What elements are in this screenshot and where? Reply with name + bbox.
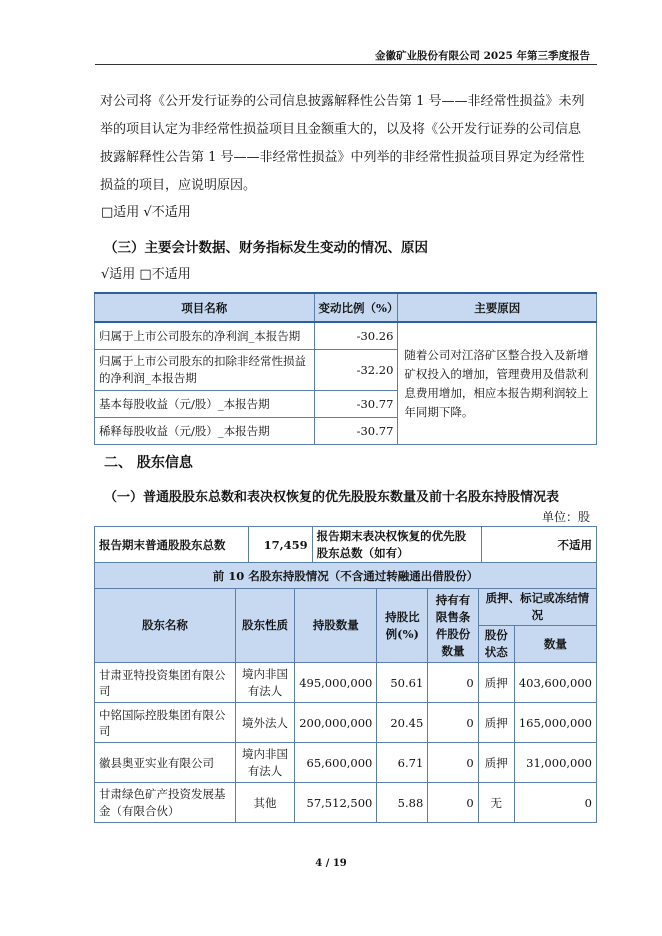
restricted-shares: 0 bbox=[428, 743, 478, 783]
change-pct: -32.20 bbox=[314, 350, 398, 391]
restricted-shares: 0 bbox=[428, 703, 478, 743]
pledge-status: 无 bbox=[478, 783, 514, 823]
restricted-shares: 0 bbox=[428, 663, 478, 703]
applicability-option: □适用 √不适用 bbox=[101, 205, 191, 220]
shareholder-name: 甘肃绿色矿产投资发展基金（有限合伙） bbox=[95, 783, 236, 823]
column-header: 持有有限售条件股份数量 bbox=[428, 589, 478, 663]
column-header: 股份状态 bbox=[478, 626, 514, 663]
shareholder-summary-table bbox=[94, 526, 597, 564]
page-number: 4 / 19 bbox=[315, 858, 347, 869]
share-ratio: 20.45 bbox=[377, 703, 428, 743]
summary-label: 报告期末普通股股东总数 bbox=[95, 527, 249, 564]
table-band-title: 前 10 名股东持股情况（不含通过转融通出借股份） bbox=[95, 563, 597, 589]
intro-line: 损益的项目，应说明原因。 bbox=[100, 178, 257, 193]
column-header: 股东名称 bbox=[95, 589, 236, 663]
table-row bbox=[95, 663, 597, 703]
column-header: 主要原因 bbox=[398, 293, 597, 322]
unit-label: 单位：股 bbox=[541, 510, 590, 524]
pledge-status: 质押 bbox=[478, 743, 514, 783]
pledge-status: 质押 bbox=[478, 663, 514, 703]
summary-value: 不适用 bbox=[482, 527, 597, 564]
changes-table bbox=[94, 292, 597, 445]
table-row bbox=[95, 743, 597, 783]
report-header: 金徽矿业股份有限公司 2025 年第三季度报告 bbox=[374, 50, 590, 62]
shareholder-nature: 其他 bbox=[235, 783, 294, 823]
share-count: 57,512,500 bbox=[295, 783, 377, 823]
pledge-status: 质押 bbox=[478, 703, 514, 743]
pledge-qty: 0 bbox=[514, 783, 596, 823]
share-ratio: 6.71 bbox=[377, 743, 428, 783]
share-ratio: 50.61 bbox=[377, 663, 428, 703]
change-pct: -30.77 bbox=[314, 418, 398, 445]
applicability-option: √适用 □不适用 bbox=[101, 267, 191, 282]
intro-paragraph bbox=[98, 88, 596, 200]
subsection-title: （一）普通股股东总数和表决权恢复的优先股股东数量及前十名股东持股情况表 bbox=[104, 490, 560, 505]
share-ratio: 5.88 bbox=[377, 783, 428, 823]
item-name: 归属于上市公司股东的净利润_本报告期 bbox=[95, 322, 315, 350]
item-name: 稀释每股收益（元/股）_本报告期 bbox=[95, 418, 315, 445]
pledge-qty: 165,000,000 bbox=[514, 703, 596, 743]
column-header: 项目名称 bbox=[95, 293, 315, 322]
shareholder-name: 中铭国际控股集团有限公司 bbox=[95, 703, 236, 743]
column-header: 质押、标记或冻结情况 bbox=[478, 589, 596, 626]
change-pct: -30.26 bbox=[314, 322, 398, 350]
share-count: 200,000,000 bbox=[295, 703, 377, 743]
column-header: 持股比例(%) bbox=[377, 589, 428, 663]
column-header: 数量 bbox=[514, 626, 596, 663]
pledge-qty: 31,000,000 bbox=[514, 743, 596, 783]
pledge-qty: 403,600,000 bbox=[514, 663, 596, 703]
main-reason: 随着公司对江洛矿区整合投入及新增矿权投入的增加，管理费用及借款利息费用增加，相应本报告期利润较上年同期下降。 bbox=[398, 322, 597, 445]
table-row bbox=[95, 783, 597, 823]
change-pct: -30.77 bbox=[314, 391, 398, 418]
shareholder-name: 甘肃亚特投资集团有限公司 bbox=[95, 663, 236, 703]
column-header: 持股数量 bbox=[295, 589, 377, 663]
shareholder-nature: 境内非国有法人 bbox=[235, 743, 294, 783]
intro-line: 披露解释性公告第 1 号——非经常性损益》中列举的非经常性损益项目界定为经常性 bbox=[100, 150, 585, 165]
top10-shareholders-table bbox=[94, 562, 597, 823]
section-heading: 二、 股东信息 bbox=[104, 455, 193, 471]
item-name: 基本每股收益（元/股）_本报告期 bbox=[95, 391, 315, 418]
restricted-shares: 0 bbox=[428, 783, 478, 823]
shareholder-nature: 境内非国有法人 bbox=[235, 663, 294, 703]
summary-value: 17,459 bbox=[248, 527, 312, 564]
section-title: （三）主要会计数据、财务指标发生变动的情况、原因 bbox=[104, 240, 428, 256]
summary-label: 报告期末表决权恢复的优先股股东总数（如有） bbox=[312, 527, 482, 564]
item-name: 归属于上市公司股东的扣除非经常性损益的净利润_本报告期 bbox=[95, 350, 315, 391]
table-row bbox=[95, 322, 597, 350]
intro-line: 对公司将《公开发行证券的公司信息披露解释性公告第 1 号——非经常性损益》未列 bbox=[100, 94, 585, 109]
share-count: 65,600,000 bbox=[295, 743, 377, 783]
shareholder-name: 徽县奥亚实业有限公司 bbox=[95, 743, 236, 783]
intro-line: 举的项目认定为非经常性损益项目且金额重大的，以及将《公开发行证券的公司信息 bbox=[100, 122, 582, 137]
share-count: 495,000,000 bbox=[295, 663, 377, 703]
shareholder-nature: 境外法人 bbox=[235, 703, 294, 743]
column-header: 股东性质 bbox=[235, 589, 294, 663]
table-row bbox=[95, 703, 597, 743]
column-header: 变动比例（%） bbox=[314, 293, 398, 322]
header-rule bbox=[95, 64, 597, 65]
